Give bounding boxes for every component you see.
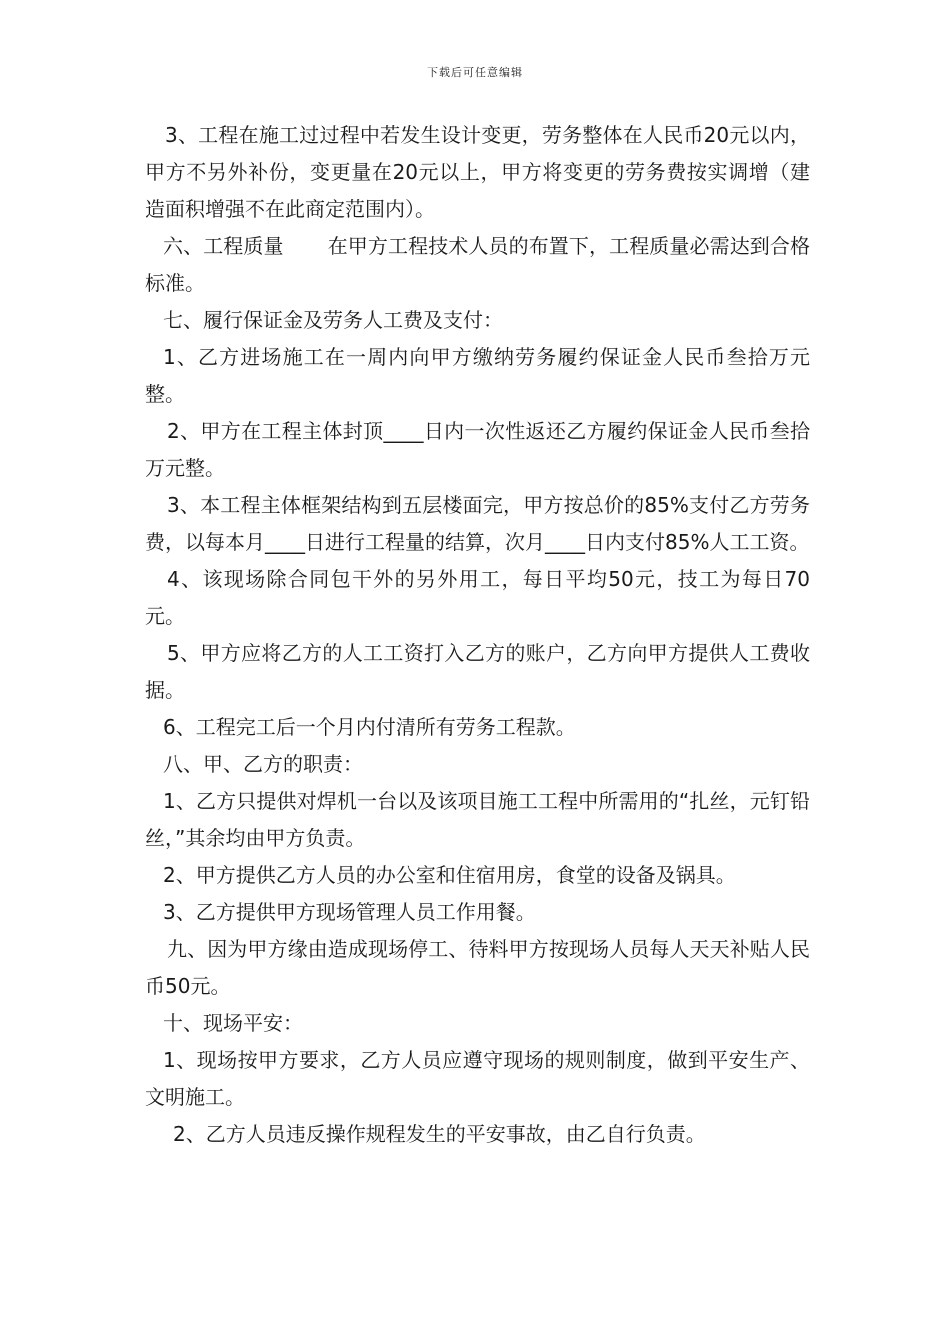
section-6-text: 在甲方工程技术人员的布置下，工程质量必需达到合格标准。 (145, 234, 811, 295)
section-10-item-2: 2、乙方人员违反操作规程发生的平安事故，由乙自行负责。 (173, 1122, 706, 1146)
section-8-item-3: 3、乙方提供甲方现场管理人员工作用餐。 (163, 900, 536, 924)
document-body (145, 117, 810, 1153)
section-7-item-6: 6、工程完工后一个月内付清所有劳务工程款。 (163, 715, 576, 739)
section-7-heading: 七、履行保证金及劳务人工费及支付： (163, 308, 503, 332)
section-10-item-1: 1、现场按甲方要求，乙方人员应遵守现场的规则制度，做到平安生产、文明施工。 (145, 1048, 810, 1109)
section-9: 九、因为甲方缘由造成现场停工、待料甲方按现场人员每人天天补贴人民币50元。 (145, 937, 810, 998)
section-7-item-5: 5、甲方应将乙方的人工工资打入乙方的账户，乙方向甲方提供人工费收据。 (145, 641, 810, 702)
section-8-heading: 八、甲、乙方的职责： (163, 752, 363, 776)
section-6-quality (145, 228, 810, 302)
page-header: 下载后可任意编辑 (427, 66, 523, 79)
section-7-item-1: 1、乙方进场施工在一周内向甲方缴纳劳务履约保证金人民币叁拾万元整。 (145, 345, 810, 406)
section-7-item-3: 3、本工程主体框架结构到五层楼面完，甲方按总价的85%支付乙方劳务费，以每本月____日进行工程量的结算，次月____日内支付85%人工工资。 (145, 493, 810, 554)
clause-5-item-3: 3、工程在施工过过程中若发生设计变更，劳务整体在人民币20元以内，甲方不另外补份，变更量在20元以上，甲方将变更的劳务费按实调增（建造面积增强不在此商定范围内）。 (145, 123, 810, 221)
section-8-item-2: 2、甲方提供乙方人员的办公室和住宿用房，食堂的设备及锅具。 (163, 863, 736, 887)
section-6-heading: 六、工程质量 (163, 234, 284, 258)
section-7-item-2: 2、甲方在工程主体封顶____日内一次性返还乙方履约保证金人民币叁拾万元整。 (145, 419, 810, 480)
section-7-item-4: 4、该现场除合同包干外的另外用工，每日平均50元，技工为每日70元。 (145, 567, 810, 628)
section-10-heading: 十、现场平安： (163, 1011, 303, 1035)
section-8-item-1: 1、乙方只提供对焊机一台以及该项目施工工程中所需用的“扎丝，元钉铅丝，”其余均由甲方负责。 (145, 789, 810, 850)
